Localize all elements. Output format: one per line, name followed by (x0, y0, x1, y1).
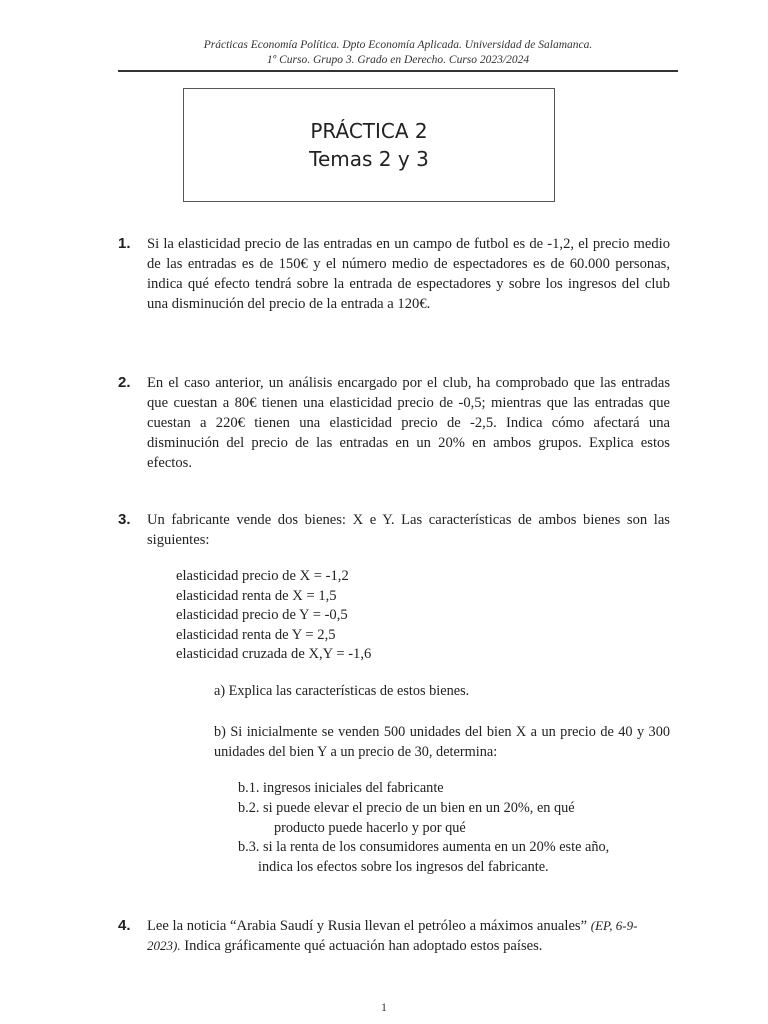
list-item: elasticidad renta de X = 1,5 (176, 587, 337, 604)
question-3 (118, 510, 670, 550)
elasticities-list (176, 567, 371, 665)
subquestion-b3-line-1: b.3. si la renta de los consumidores aumenta en un 20% este año, (238, 839, 610, 855)
subquestion-b1: b.1. ingresos iniciales del fabricante (238, 780, 444, 796)
list-item: elasticidad cruzada de X,Y = -1,6 (176, 646, 372, 662)
subquestion-b2-line-1: b.2. si puede elevar el precio de un bien en un 20%, en qué (238, 800, 575, 816)
header-line-2: 1º Curso. Grupo 3. Grado en Derecho. Curso 2023/2024 (266, 54, 530, 66)
question-text: En el caso anterior, un análisis encargado por el club, ha comprobado que las entradas que cuestan a 80€ tienen una elasticidad precio de -0,5; mientras que las entradas que cuestan a 220€ tienen una elasticidad precio de -2,5. Indica cómo afectará una disminución del precio de las entradas en un 20% en ambos grupos. Explica estos efectos. (147, 375, 670, 471)
subquestion-b2-line-2: producto puede hacerlo y por qué (274, 819, 466, 836)
practice-subtitle: Temas 2 y 3 (309, 147, 429, 171)
list-item: elasticidad precio de X = -1,2 (176, 568, 349, 584)
list-item: elasticidad precio de Y = -0,5 (176, 607, 348, 623)
header-line-1: Prácticas Economía Política. Dpto Economía Aplicada. Universidad de Salamanca. (203, 39, 593, 51)
subquestion-b2 (238, 799, 672, 838)
question-number: 1. (118, 235, 131, 252)
question-text-part-1: Lee la noticia “Arabia Saudí y Rusia llevan el petróleo a máximos anuales” (147, 918, 588, 934)
title-box (183, 88, 555, 202)
question-text: Un fabricante vende dos bienes: X e Y. Las características de ambos bienes son las siguientes: (147, 512, 670, 548)
question-number: 3. (118, 511, 131, 528)
page-number: 1 (381, 1000, 387, 1014)
question-text (147, 916, 670, 956)
subquestion-a: a) Explica las características de estos bienes. (214, 683, 470, 699)
question-number: 2. (118, 374, 131, 391)
subquestion-b: b) Si inicialmente se venden 500 unidades del bien X a un precio de 40 y 300 unidades del bien Y a un precio de 30, determina: (214, 724, 670, 760)
question-text-part-2: Indica gráficamente qué actuación han adoptado estos países. (180, 938, 543, 954)
list-item: elasticidad renta de Y = 2,5 (176, 626, 336, 643)
page-header (118, 38, 678, 68)
header-rule (118, 70, 678, 72)
practice-title: PRÁCTICA 2 (310, 119, 428, 143)
question-4 (118, 916, 670, 956)
subquestion-b3-line-2: indica los efectos sobre los ingresos del fabricante. (258, 858, 549, 875)
news-source: (EP, 6-9-2023). (147, 918, 638, 953)
question-text: Si la elasticidad precio de las entradas en un campo de futbol es de -1,2, el precio medio de las entradas es de 150€ y el número medio de espectadores es de 60.000 personas, indica qué efecto tendrá sobre la entrada de espectadores y sobre los ingresos del club una disminución del precio de la entrada a 120€. (147, 236, 670, 312)
question-1 (118, 234, 670, 314)
question-number: 4. (118, 917, 131, 934)
question-2 (118, 373, 670, 473)
subquestion-b3 (238, 838, 672, 877)
